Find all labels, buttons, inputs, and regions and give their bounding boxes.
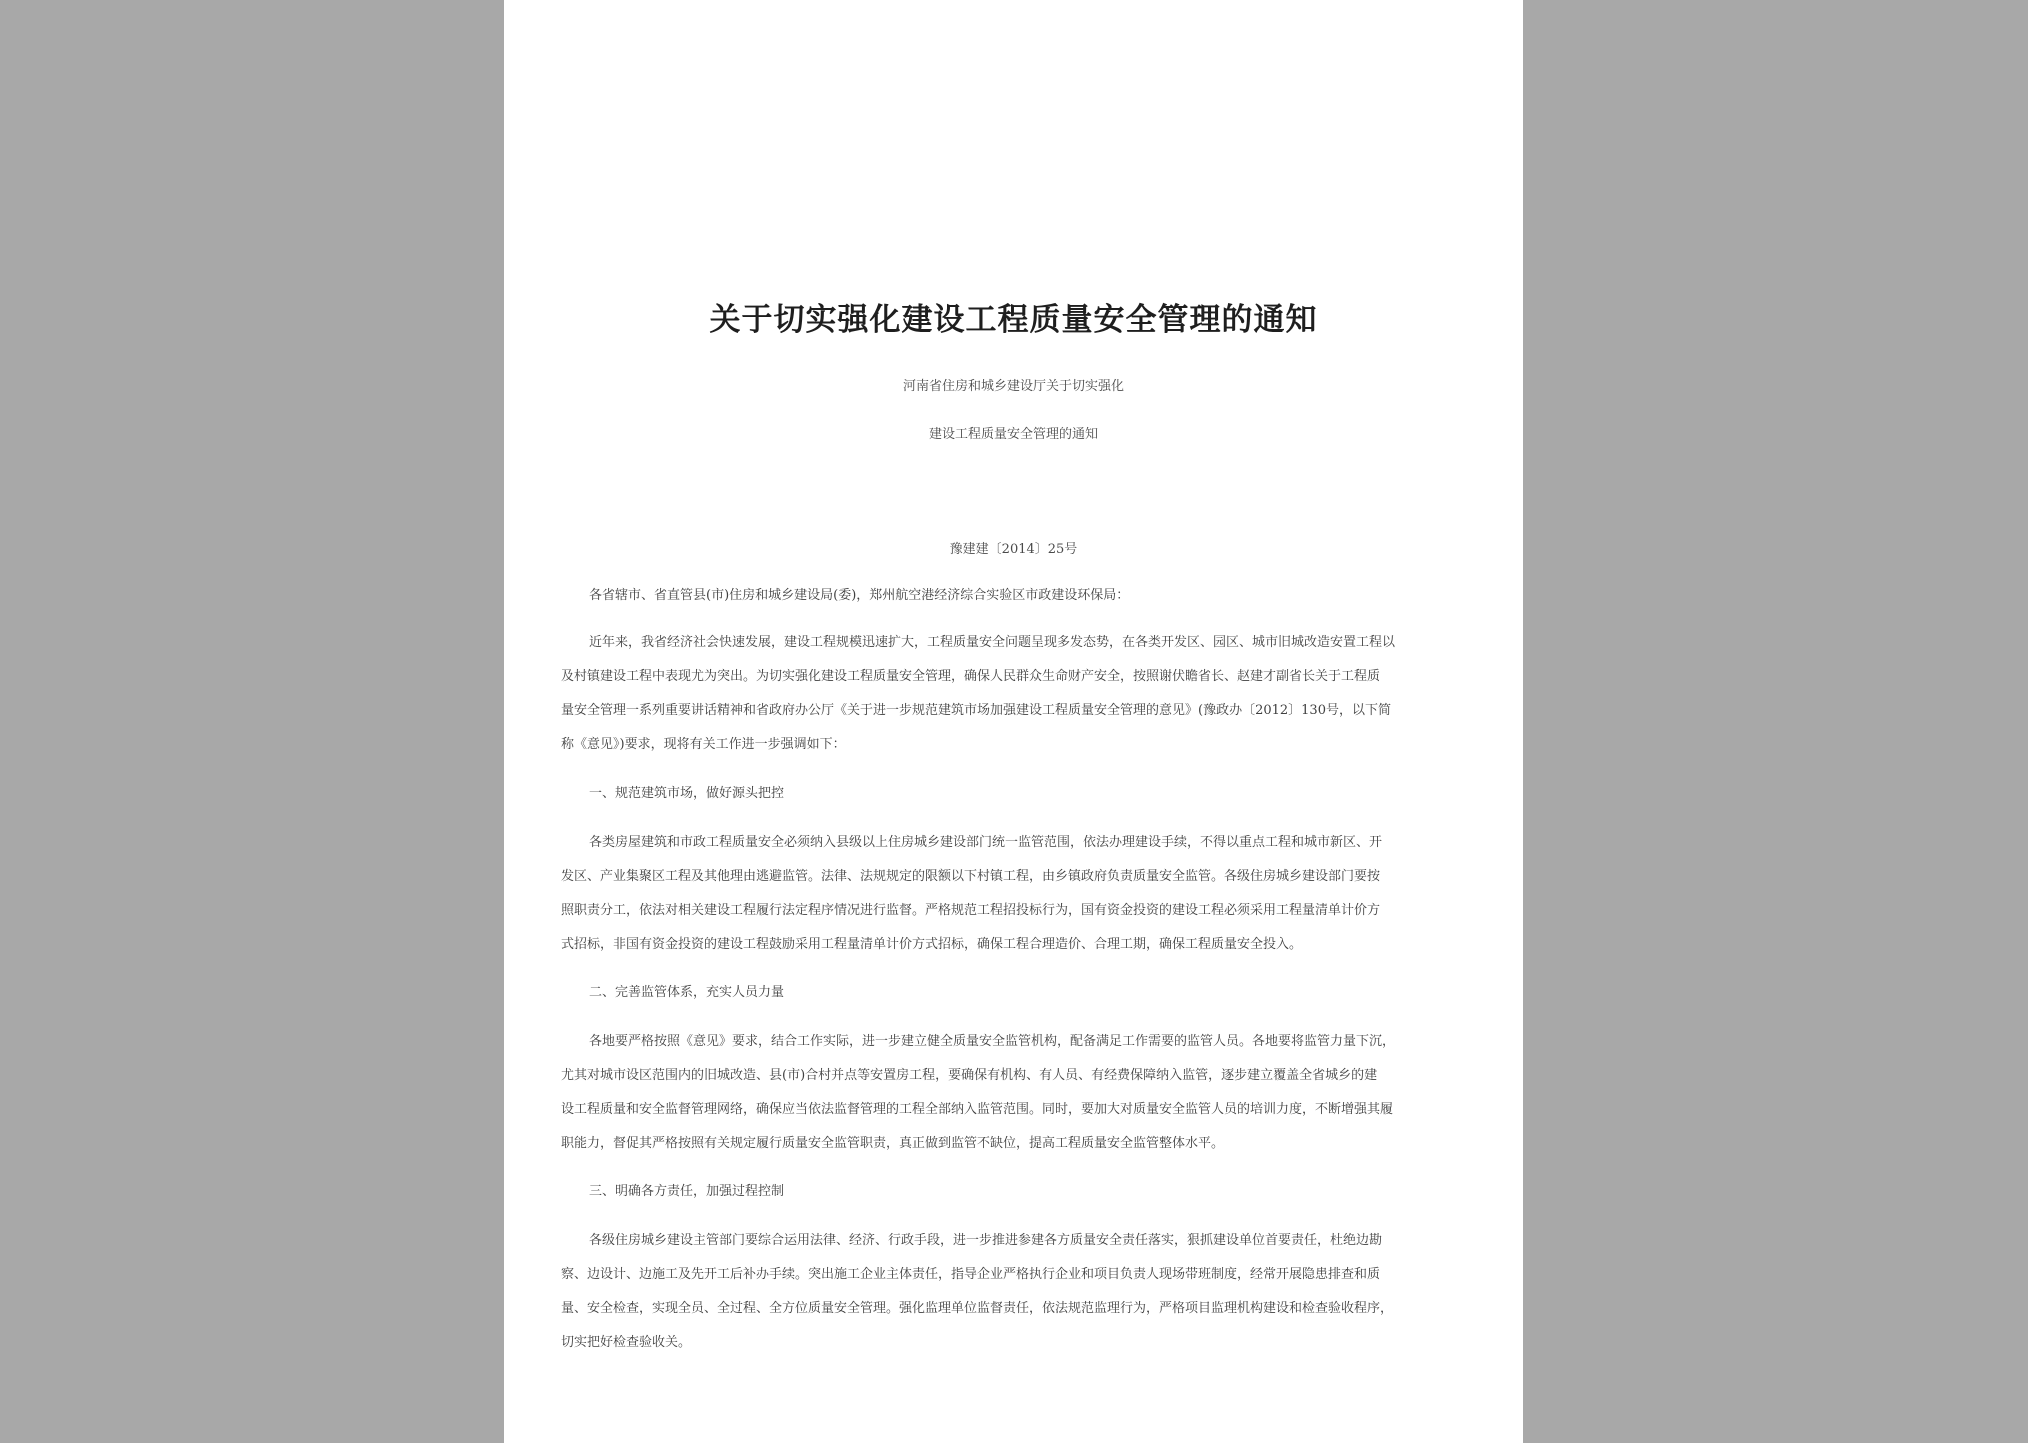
section-3-line: 切实把好检查验收关。	[561, 1335, 692, 1350]
salutation	[561, 579, 1465, 613]
section-3-line: 量、安全检查，实现全员、全过程、全方位质量安全管理。强化监理单位监督责任，依法规范监理行为，严格项目监理机构建设和检查验收程序，	[561, 1301, 1394, 1316]
section-3-paragraph	[561, 1224, 1465, 1360]
section-1-line: 发区、产业集聚区工程及其他理由逃避监管。法律、法规规定的限额以下村镇工程，由乡镇政府负责质量安全监管。各级住房城乡建设部门要按	[561, 869, 1381, 884]
section-1-line: 各类房屋建筑和市政工程质量安全必须纳入县级以上住房城乡建设部门统一监管范围，依法办理建设手续，不得以重点工程和城市新区、开	[589, 835, 1383, 850]
subtitle-line-2: 建设工程质量安全管理的通知	[928, 427, 1098, 442]
intro-paragraph	[561, 626, 1465, 762]
section-2-line: 职能力，督促其严格按照有关规定履行质量安全监管职责，真正做到监管不缺位，提高工程质量安全监管整体水平。	[561, 1136, 1225, 1151]
intro-line: 及村镇建设工程中表现尤为突出。为切实强化建设工程质量安全管理，确保人民群众生命财产安全，按照谢伏瞻省长、赵建才副省长关于工程质	[561, 669, 1381, 684]
intro-line: 称《意见》)要求，现将有关工作进一步强调如下：	[561, 737, 846, 752]
intro-line: 量安全管理一系列重要讲话精神和省政府办公厅《关于进一步规范建筑市场加强建设工程质量安全管理的意见》(豫政办〔2012〕130号，以下简	[561, 703, 1391, 718]
salutation-text: 各省辖市、省直管县(市)住房和城乡建设局(委)，郑州航空港经济综合实验区市政建设环保局：	[589, 588, 1130, 603]
section-2-line: 设工程质量和安全监督管理网络，确保应当依法监督管理的工程全部纳入监管范围。同时，要加大对质量安全监管人员的培训力度，不断增强其履	[561, 1102, 1394, 1117]
section-1-line: 式招标，非国有资金投资的建设工程鼓励采用工程量清单计价方式招标，确保工程合理造价、合理工期，确保工程质量安全投入。	[561, 937, 1303, 952]
section-3-heading	[561, 1175, 1465, 1209]
section-3-line: 察、边设计、边施工及先开工后补办手续。突出施工企业主体责任，指导企业严格执行企业和项目负责人现场带班制度，经常开展隐患排查和质	[561, 1267, 1381, 1282]
document-number: 豫建建〔2014〕25号	[949, 542, 1078, 557]
subtitle-line-1: 河南省住房和城乡建设厅关于切实强化	[902, 379, 1124, 394]
intro-line: 近年来，我省经济社会快速发展，建设工程规模迅速扩大，工程质量安全问题呈现多发态势，在各类开发区、园区、城市旧城改造安置工程以	[589, 635, 1396, 650]
document-title: 关于切实强化建设工程质量安全管理的通知	[709, 302, 1318, 338]
document-page	[504, 0, 1523, 1443]
section-2-paragraph	[561, 1025, 1465, 1161]
section-1-line: 照职责分工，依法对相关建设工程履行法定程序情况进行监督。严格规范工程招投标行为，国有资金投资的建设工程必须采用工程量清单计价方	[561, 903, 1381, 918]
section-2-line: 尤其对城市设区范围内的旧城改造、县(市)合村并点等安置房工程，要确保有机构、有人员、有经费保障纳入监管，逐步建立覆盖全省城乡的建	[561, 1068, 1378, 1083]
section-2-heading	[561, 976, 1465, 1010]
section-1-heading-text: 一、规范建筑市场，做好源头把控	[589, 786, 785, 801]
section-3-line: 各级住房城乡建设主管部门要综合运用法律、经济、行政手段，进一步推进参建各方质量安全责任落实，狠抓建设单位首要责任，杜绝边勘	[589, 1233, 1383, 1248]
section-2-heading-text: 二、完善监管体系，充实人员力量	[589, 985, 785, 1000]
section-1-heading	[561, 777, 1465, 811]
section-1-paragraph	[561, 826, 1465, 962]
section-3-heading-text: 三、明确各方责任，加强过程控制	[589, 1184, 785, 1199]
section-2-line: 各地要严格按照《意见》要求，结合工作实际，进一步建立健全质量安全监管机构，配备满足工作需要的监管人员。各地要将监管力量下沉，	[589, 1034, 1396, 1049]
